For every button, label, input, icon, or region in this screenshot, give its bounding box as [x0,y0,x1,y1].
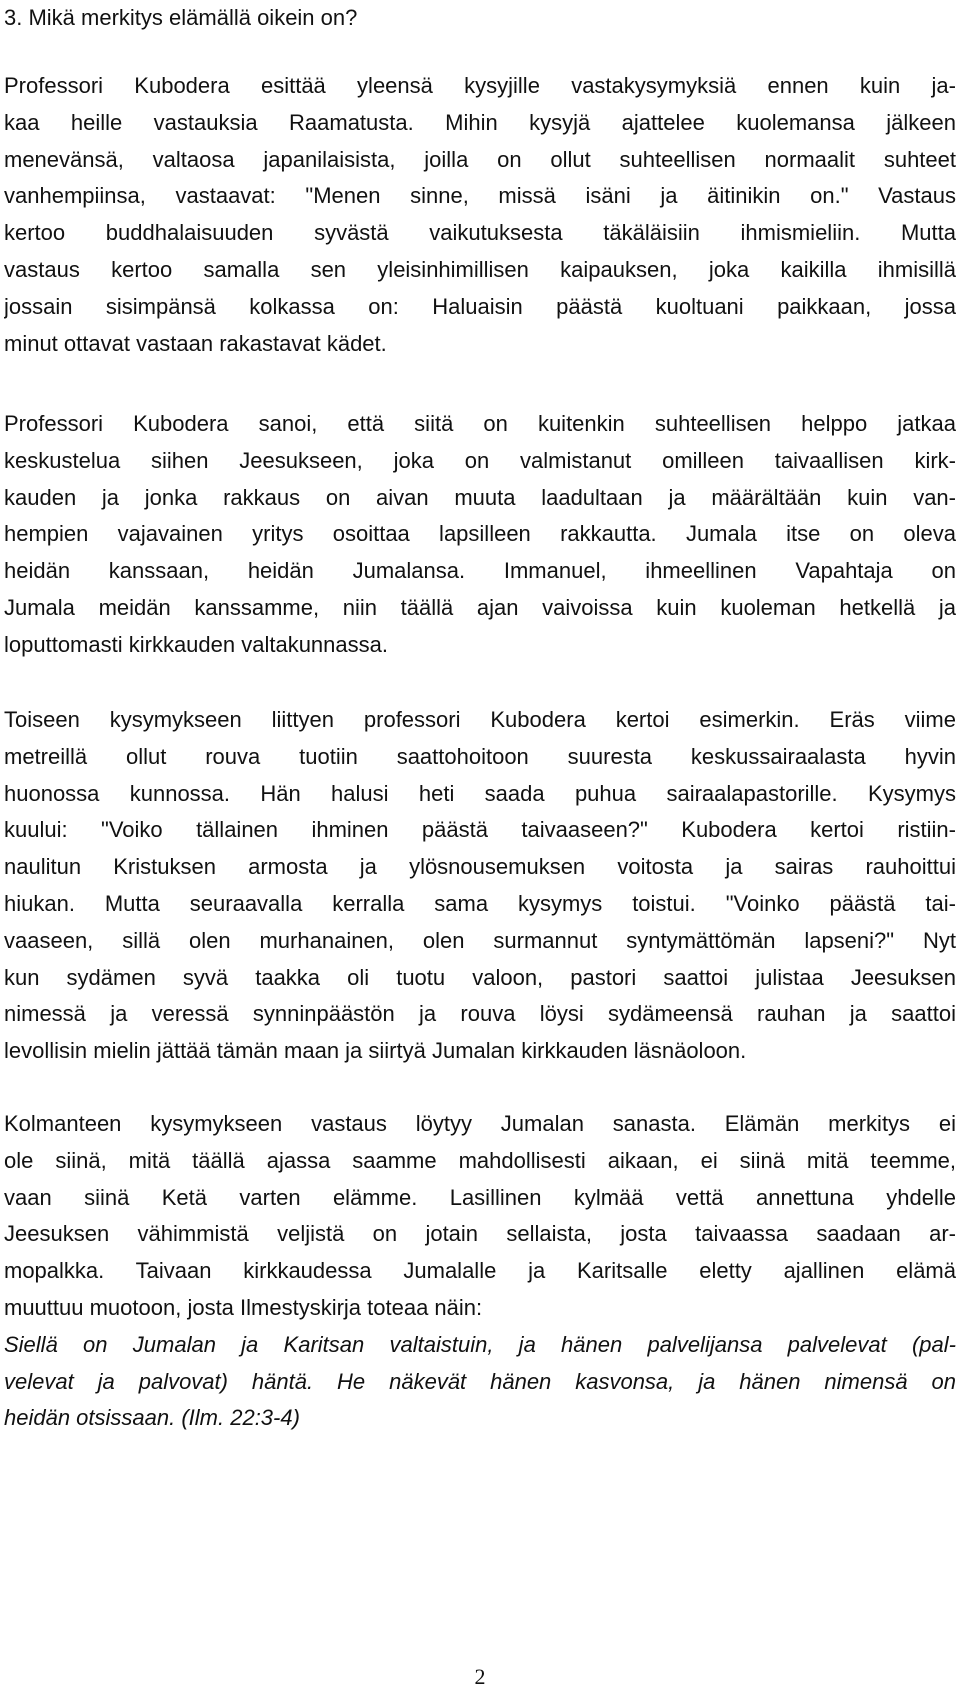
text-line: jossain sisimpänsä kolkassa on: Haluaisin päästä kuoltuani paikkaan, jossa [4,293,956,319]
text-line: Kolmanteen kysymykseen vastaus löytyy Jumalan sanasta. Elämän merkitys ei [4,1111,956,1136]
text-line: minut ottavat vastaan rakastavat kädet. [4,330,387,356]
text-line: keskustelua siihen Jeesukseen, joka on valmistanut omilleen taivaallisen kirk- [4,447,956,473]
text-line: hempien vajavainen yritys osoittaa lapsilleen rakkautta. Jumala itse on oleva [4,521,956,547]
bible-quote-line: Siellä on Jumalan ja Karitsan valtaistuin, ja hänen palvelijansa palvelevat (pal- [4,1331,956,1357]
text-line: loputtomasti kirkkauden valtakunnassa. [4,631,388,657]
bible-quote-line: velevat ja palvovat) häntä. He näkevät hänen kasvonsa, ja hänen nimensä on [4,1368,956,1394]
bible-quote-line: heidän otsissaan. (Ilm. 22:3-4) [4,1405,300,1431]
text-line: Jeesuksen vähimmistä veljistä on jotain sellaista, josta taivaassa saadaan ar- [4,1221,956,1247]
text-line: vastaus kertoo samalla sen yleisinhimillisen kaipauksen, joka kaikilla ihmisillä [4,256,956,282]
text-line: Toiseen kysymykseen liittyen professori Kubodera kertoi esimerkin. Eräs viime [4,707,956,732]
section-heading: 3. Mikä merkitys elämällä oikein on? [4,5,358,30]
paragraph-2 [4,406,956,664]
text-line: Jumala meidän kanssamme, niin täällä ajan vaivoissa kuin kuoleman hetkellä ja [4,594,956,620]
text-line: kaa heille vastauksia Raamatusta. Mihin kysyjä ajattelee kuolemansa jälkeen [4,109,956,135]
text-line: kun sydämen syvä taakka oli tuotu valoon, pastori saattoi julistaa Jeesuksen [4,964,956,990]
text-line: vaan siinä Ketä varten elämme. Lasillinen kylmää vettä annettuna yhdelle [4,1184,956,1210]
text-line: hiukan. Mutta seuraavalla kerralla sama kysymys toistui. "Voinko päästä tai- [4,890,956,916]
text-line: naulitun Kristuksen armosta ja ylösnousemuksen voitosta ja sairas rauhoittui [4,854,956,880]
text-line: muuttuu muotoon, josta Ilmestyskirja toteaa näin: [4,1294,483,1320]
text-line: kuului: "Voiko tällainen ihminen päästä taivaaseen?" Kubodera kertoi ristiin- [4,817,956,843]
text-line: vanhempiinsa, vastaavat: "Menen sinne, missä isäni ja äitinikin on." Vastaus [4,183,956,209]
text-line: ole siinä, mitä täällä ajassa saamme mahdollisesti aikaan, ei siinä mitä teemme, [4,1147,956,1173]
text-line: vaaseen, sillä olen murhanainen, olen surmannut syntymättömän lapseni?" Nyt [4,927,956,953]
text-line: heidän kanssaan, heidän Jumalansa. Immanuel, ihmeellinen Vapahtaja on [4,558,956,584]
text-line: metreillä ollut rouva tuotiin saattohoitoon suuresta keskussairaalasta hyvin [4,743,956,769]
text-line: menevänsä, valtaosa japanilaisista, joilla on ollut suhteellisen normaalit suhteet [4,146,956,172]
text-line: nimessä ja veressä synninpäästön ja rouva löysi sydämeensä rauhan ja saattoi [4,1001,956,1027]
text-line: huonossa kunnossa. Hän halusi heti saada puhua sairaalapastorille. Kysymys [4,780,956,806]
paragraph-3 [4,702,956,1070]
text-line: Professori Kubodera sanoi, että siitä on kuitenkin suhteellisen helppo jatkaa [4,411,956,436]
text-line: mopalkka. Taivaan kirkkaudessa Jumalalle ja Karitsalle eletty ajallinen elämä [4,1258,956,1284]
page-number: 2 [474,1664,486,1689]
text-line: kauden ja jonka rakkaus on aivan muuta laadultaan ja määrältään kuin van- [4,484,956,510]
paragraph-1 [4,68,956,362]
text-line: levollisin mielin jättää tämän maan ja siirtyä Jumalan kirkkauden läsnäoloon. [4,1038,747,1064]
text-line: kertoo buddhalaisuuden syvästä vaikutuksesta täkäläisiin ihmismieliin. Mutta [4,220,956,246]
paragraph-4 [4,1106,956,1437]
text-line: Professori Kubodera esittää yleensä kysyjille vastakysymyksiä ennen kuin ja- [4,73,956,98]
